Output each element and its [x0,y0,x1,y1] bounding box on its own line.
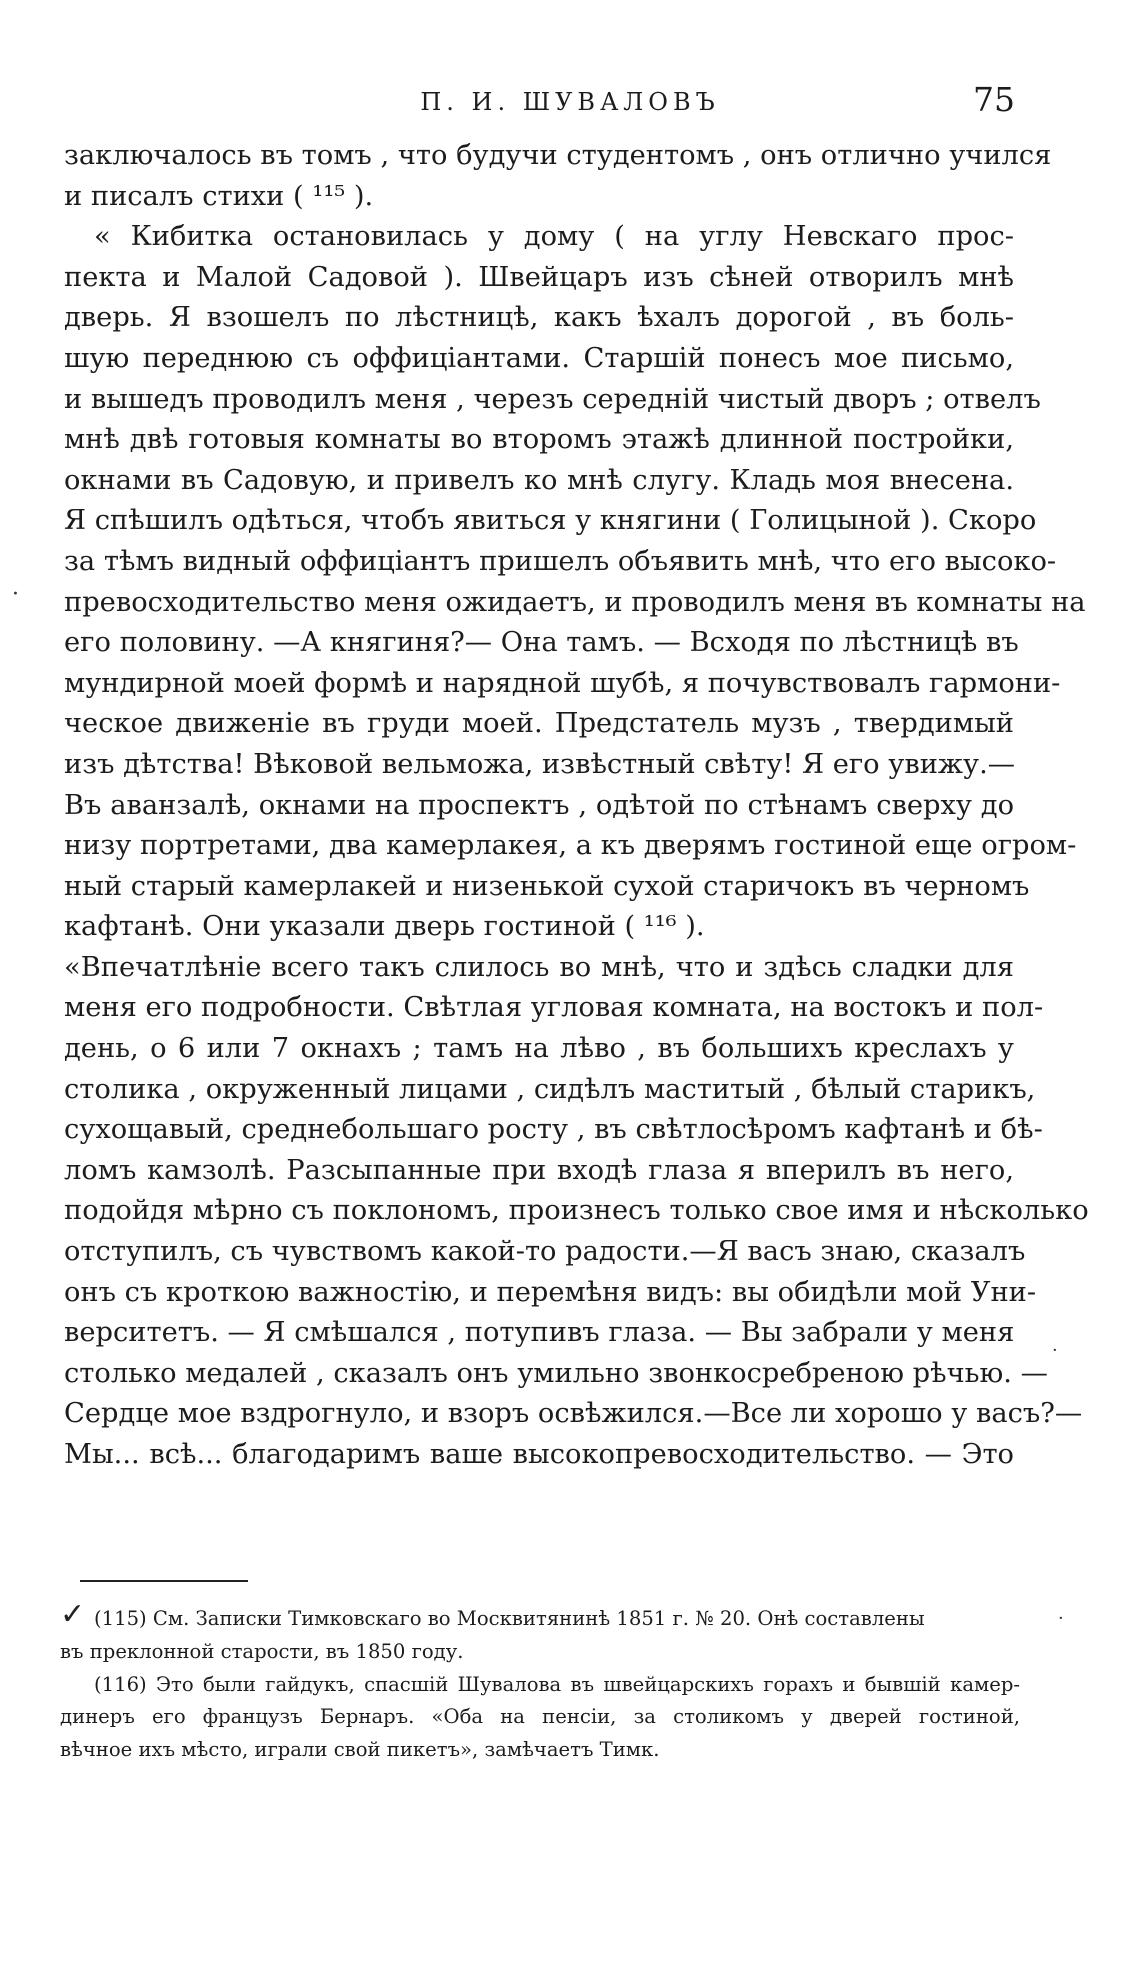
text-line: верситетъ. — Я смѣшался , потупивъ глаза. — Вы забрали у меня [64,1317,1015,1349]
text-line: низу портретами, два камерлакея, а къ дверямъ гостиной еще огром- [64,830,1077,862]
footnote-line: въ преклонной старости, въ 1850 году. [60,1639,464,1663]
text-line: Въ аванзалѣ, окнами на проспектъ , одѣтой по стѣнамъ сверху до [64,789,1014,821]
footnote-115-text: (115) См. Записки Тимковскаго во Москвитянинѣ 1851 г. № 20. Онѣ составлены [94,1607,925,1630]
text-line: отступилъ, съ чувствомъ какой-то радости.—Я васъ знаю, сказалъ [64,1236,1026,1268]
text-line: меня его подробности. Свѣтлая угловая комната, на востокъ и пол- [64,992,1044,1024]
text-line: ломъ камзолѣ. Разсыпанные при входѣ глаза я вперилъ въ него, [64,1154,1014,1186]
text-line: « Кибитка остановилась у дому ( на углу Невскаго прос- [94,221,1014,253]
text-line: кафтанѣ. Они указали дверь гостиной ( ¹¹⁶ ). [64,911,705,943]
main-text [64,136,1089,1476]
text-line: мундирной моей формѣ и нарядной шубѣ, я почувствовалъ гармони- [64,667,1061,699]
check-mark-icon: ✓ [60,1597,86,1632]
text-line: Сердце мое вздрогнуло, и взоръ освѣжился.—Все ли хорошо у васъ?— [64,1398,1083,1430]
page-header [0,80,1140,128]
footnote-line: (116) Это были гайдукъ, спасшій Шувалова въ швейцарскихъ горахъ и бывшій камер- [94,1672,1020,1696]
text-line: его половину. —А княгиня?— Она тамъ. — Всходя по лѣстницѣ въ [64,627,1019,659]
text-line: Я спѣшилъ одѣться, чтобъ явиться у княгини ( Голицыной ). Скоро [64,505,1037,537]
text-line: ный старый камерлакей и низенькой сухой старичокъ въ черномъ [64,870,1030,902]
margin-dot: · [1052,1340,1058,1361]
footnote-line: динеръ его французъ Бернаръ. «Оба на пенсіи, за столикомъ у дверей гостиной, [60,1705,1020,1729]
text-line: пекта и Малой Садовой ). Швейцаръ изъ сѣней отворилъ мнѣ [64,261,1014,293]
text-line: день, о 6 или 7 окнахъ ; тамъ на лѣво , въ большихъ креслахъ у [64,1033,1014,1065]
text-line: столько медалей , сказалъ онъ умильно звонкосребреною рѣчью. — [64,1357,1048,1389]
margin-dot: · [12,582,19,607]
text-line: и вышедъ проводилъ меня , черезъ середній чистый дворъ ; отвелъ [64,383,1041,415]
footnote-divider [80,1580,248,1582]
text-line: мнѣ двѣ готовыя комнаты во второмъ этажѣ длинной постройки, [64,424,1014,456]
text-line: онъ съ кроткою важностію, и перемѣня видъ: вы обидѣли мой Уни- [64,1276,1037,1308]
text-line: сухощавый, среднебольшаго росту , въ свѣтлосѣромъ кафтанѣ и бѣ- [64,1114,1043,1146]
page-number: 75 [973,80,1015,119]
text-line: и писалъ стихи ( ¹¹⁵ ). [64,180,374,212]
footnote-line [60,1597,1020,1636]
text-line: заключалось въ томъ , что будучи студентомъ , онъ отлично учился [64,140,1052,171]
text-line: окнами въ Садовую, и привелъ ко мнѣ слугу. Кладь моя внесена. [64,464,1014,496]
text-line: шую переднюю съ оффиціантами. Старшій понесъ мое письмо, [64,342,1014,374]
footnote-line: вѣчное ихъ мѣсто, играли свой пикетъ», замѣчаетъ Тимк. [60,1738,660,1762]
text-line: дверь. Я взошелъ по лѣстницѣ, какъ ѣхалъ дорогой , въ боль- [64,302,1014,334]
text-line: изъ дѣтства! Вѣковой вельможа, извѣстный свѣту! Я его увижу.— [64,748,1016,780]
text-line: подойдя мѣрно съ поклономъ, произнесъ только свое имя и нѣсколько [64,1195,1089,1227]
text-line: за тѣмъ видный оффиціантъ пришелъ объявить мнѣ, что его высоко- [64,545,1057,577]
text-line: «Впечатлѣніе всего такъ слилось во мнѣ, что и здѣсь сладки для [64,951,1014,983]
text-line: превосходительство меня ожидаетъ, и проводилъ меня въ комнаты на [64,586,1086,618]
text-line: ческое движеніе въ груди моей. Предстатель музъ , твердимый [64,708,1014,740]
footnotes [60,1597,1020,1767]
text-line: Мы... всѣ... благодаримъ ваше высокопревосходительство. — Это [64,1439,1014,1470]
running-head: П. И. ШУВАЛОВЪ [420,88,720,116]
text-line: столика , окруженный лицами , сидѣлъ маститый , бѣлый старикъ, [64,1073,1036,1105]
margin-dot: · [1058,1608,1064,1629]
